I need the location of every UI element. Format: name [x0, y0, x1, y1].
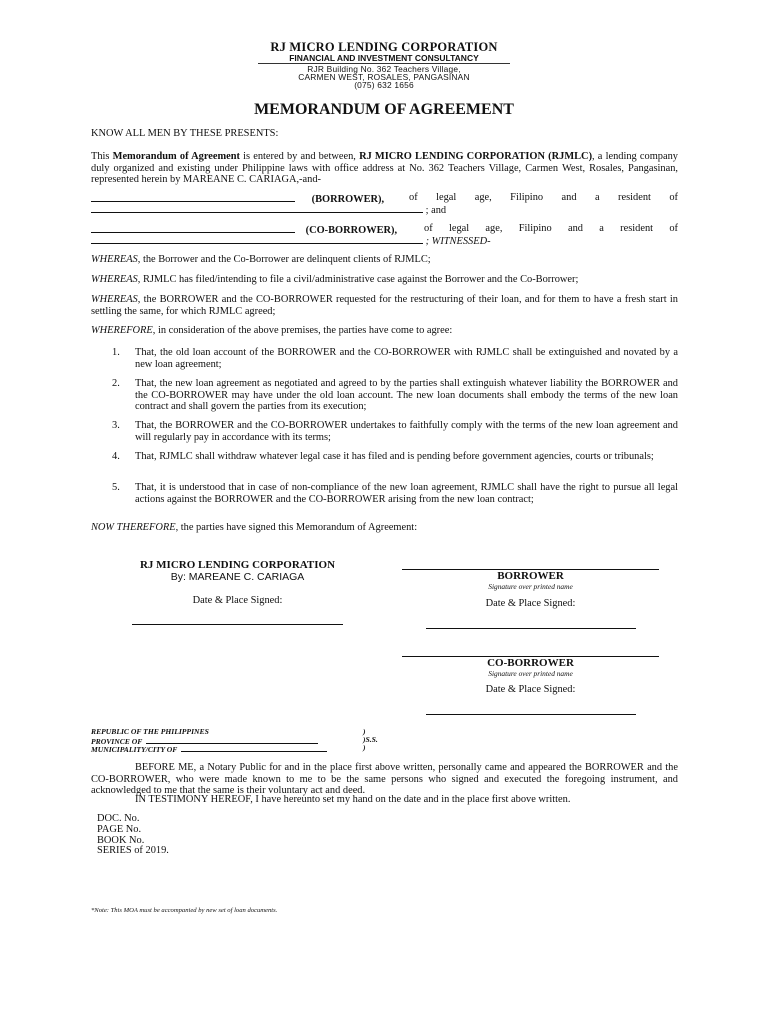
whereas-lead: WHEREAS: [91, 294, 138, 305]
venue-province-blank: [146, 736, 318, 744]
term-number: 1.: [112, 347, 120, 358]
coborrower-address-blank: [91, 234, 423, 244]
footnote: *Note: This MOA must be accompanied by new set of loan documents.: [91, 907, 278, 914]
venue-republic: REPUBLIC OF THE PHILIPPINES: [91, 727, 209, 736]
coborrower-address-end: ; WITNESSED-: [425, 236, 491, 247]
whereas-clause: [91, 254, 678, 266]
term-number: 5.: [112, 482, 120, 493]
term-text: That, RJMLC shall withdraw whatever legal case it has filed and is pending before government agencies, courts or tribunals;: [135, 451, 654, 462]
document-title: MEMORANDUM OF AGREEMENT: [254, 101, 514, 118]
term-number: 3.: [112, 420, 120, 431]
borrower-address-line: [91, 203, 446, 217]
lender-signatory-company: RJ MICRO LENDING CORPORATION: [139, 559, 336, 571]
whereas-clause: [91, 274, 678, 286]
borrower-date-place-label: Date & Place Signed:: [485, 598, 576, 609]
term-number: 4.: [112, 451, 120, 462]
coborrower-signature-label: CO-BORROWER: [487, 657, 574, 669]
coborrower-clause-text: of legal age, Filipino and a resident of: [424, 223, 678, 234]
venue-ss: )S.S.: [363, 735, 378, 744]
whereas-text: , RJMLC has filed/intending to file a civil/administrative case against the Borrower and the Co-Borrower;: [137, 274, 579, 285]
borrower-date-place-line: [426, 628, 636, 629]
venue-city-blank: [181, 744, 327, 752]
letterhead-address-line: RJR Building No. 362 Teachers Village,: [307, 64, 461, 74]
whereas-text: , the Borrower and the Co-Borrower are delinquent clients of RJMLC;: [137, 254, 431, 265]
lender-date-place-line: [132, 624, 343, 625]
letterhead-address-line: CARMEN WEST, ROSALES, PANGASINAN: [298, 72, 470, 82]
borrower-address-blank: [91, 203, 423, 213]
parties-paragraph: [91, 151, 678, 186]
moa-term: Memorandum of Agreement: [112, 151, 240, 162]
series-entry: SERIES of 2019.: [97, 845, 169, 856]
lender-name: RJ MICRO LENDING CORPORATION (RJMLC): [359, 151, 593, 162]
borrower-signature-label: BORROWER: [497, 570, 564, 582]
page-number-entry: PAGE No.: [97, 824, 142, 835]
borrower-label: (BORROWER),: [311, 194, 385, 205]
wherefore-clause: [91, 325, 678, 337]
term-text: That, the new loan agreement as negotiated and agreed to by the parties shall extinguish whatever liability the BORROWER and the CO-BORROWER may have under the old loan account. The new loan documents shall embody the terms of the new loan contract and shall govern the parties from its execution;: [135, 378, 678, 413]
letterhead-subtitle: FINANCIAL AND INVESTMENT CONSULTANCY: [289, 53, 479, 63]
wherefore-lead: WHEREFORE: [91, 325, 153, 336]
lender-signatory-name: By: MAREANE C. CARIAGA: [170, 571, 305, 583]
term-number: 2.: [112, 378, 120, 389]
venue-paren: ): [363, 743, 366, 752]
term-text: That, the old loan account of the BORROWER and the CO-BORROWER with RJMLC shall be extinguished and novated by a new loan agreement;: [135, 347, 678, 370]
venue-city: [91, 744, 327, 754]
coborrower-signature-caption: Signature over printed name: [488, 669, 573, 678]
notary-acknowledgment: BEFORE ME, a Notary Public for and in the place first above written, personally came and appeared the BORROWER and the CO-BORROWER, who were made known to me to be the same persons who signed and executed the foregoing instrument, and acknowledged to me that the same is their voluntary act and deed.: [91, 762, 678, 797]
parties-text: This: [91, 151, 113, 162]
borrower-name-blank: [91, 192, 295, 202]
coborrower-date-place-label: Date & Place Signed:: [485, 684, 576, 695]
term-text: That, it is understood that in case of non-compliance of the new loan agreement, RJMLC shall have the right to pursue all legal actions against the BORROWER and the CO-BORROWER arising from the new loan contract;: [135, 482, 678, 505]
letterhead-phone: (075) 632 1656: [354, 80, 414, 90]
venue-province-label: PROVINCE OF: [91, 737, 143, 746]
whereas-text: , the BORROWER and the CO-BORROWER requested for the restructuring of their loan, and for them to have a fresh start in settling the same, for which RJMLC agreed;: [91, 294, 678, 317]
doc-number-entry: DOC. No.: [97, 813, 140, 824]
whereas-lead: WHEREAS: [91, 254, 138, 265]
term-text: That, the BORROWER and the CO-BORROWER undertakes to faithfully comply with the terms of the new loan agreement and will regularly pay in accordance with its terms;: [135, 420, 678, 443]
coborrower-label: (CO-BORROWER),: [305, 225, 398, 236]
whereas-lead: WHEREAS: [91, 274, 138, 285]
borrower-signature-caption: Signature over printed name: [488, 582, 573, 591]
book-number-entry: BOOK No.: [97, 835, 145, 846]
coborrower-address-line: [91, 234, 491, 248]
notary-testimony: IN TESTIMONY HEREOF, I have hereunto set my hand on the date and in the place first above written.: [135, 794, 571, 805]
borrower-address-end: ; and: [425, 205, 447, 216]
venue-paren: ): [363, 727, 366, 736]
venue-city-label: MUNICIPALITY/CITY OF: [91, 745, 178, 754]
intro-line: KNOW ALL MEN BY THESE PRESENTS:: [91, 128, 279, 139]
whereas-clause: [91, 294, 678, 317]
coborrower-date-place-line: [426, 714, 636, 715]
borrower-clause-text: of legal age, Filipino and a resident of: [409, 192, 678, 203]
coborrower-name-blank: [91, 223, 295, 233]
lender-date-place-label: Date & Place Signed:: [192, 595, 283, 606]
parties-text: is entered by and between,: [239, 151, 360, 162]
letterhead-company-name: RJ MICRO LENDING CORPORATION: [270, 40, 498, 54]
wherefore-text: , in consideration of the above premises, the parties have come to agree:: [152, 325, 453, 336]
parties-text: , a lending company duly organized and existing under Philippine laws with office address at No. 362 Teachers Village, Carmen West, Rosales, Pangasinan, represented herein by MAREANE C. CARIAGA,-and-: [91, 151, 678, 186]
now-therefore-clause: [91, 522, 417, 534]
now-therefore-text: , the parties have signed this Memorandum of Agreement:: [175, 522, 418, 533]
now-therefore-lead: NOW THEREFORE: [91, 522, 176, 533]
